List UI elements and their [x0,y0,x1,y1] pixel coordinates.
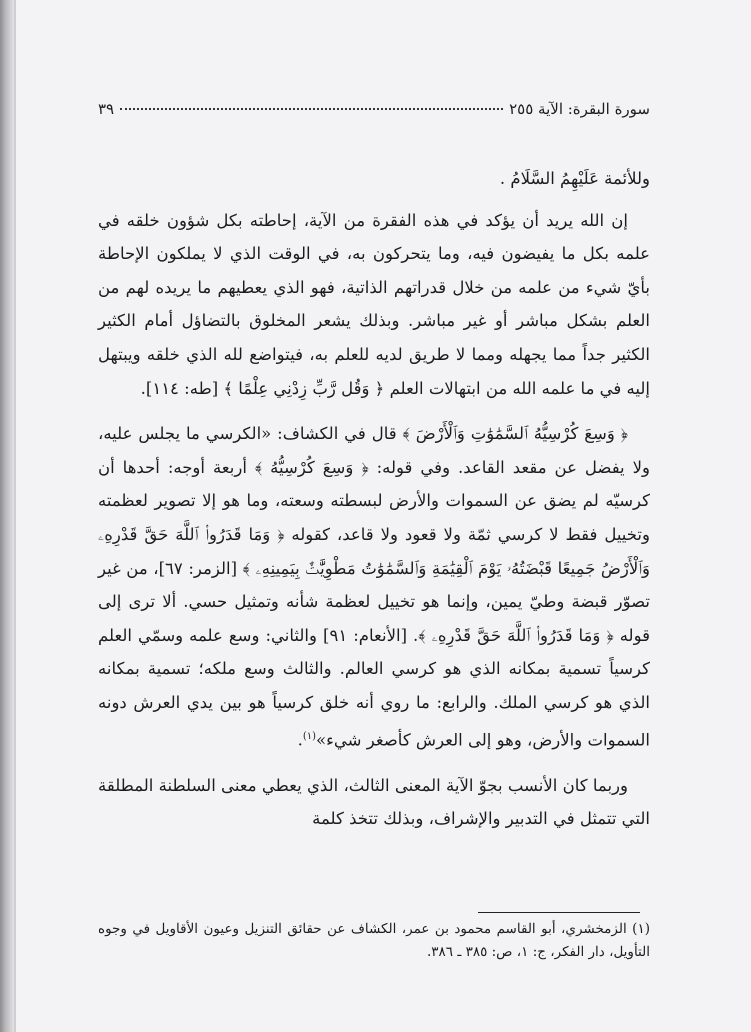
paragraph-continuation: وللأئمة عَلَيْهِمُ السَّلَامُ . [499,169,650,188]
running-header [98,100,650,118]
paragraph-2-end: . [297,730,303,749]
paragraph-3: وربما كان الأنسب بجوّ الآية المعنى الثالث، الذي يعطي معنى السلطنة المطلقة التي تتمثل في التدبير والإشراف، وبذلك تتخذ كلمة [98,775,650,829]
leader-dots [120,108,503,110]
paragraph-2 [98,417,650,756]
footnote-reference[interactable]: (١) [302,730,317,742]
footnote: (١) الزمخشري، أبو القاسم محمود بن عمر، الكشاف عن حقائق التنزيل وعيون الأقاويل في وجوه التأويل، دار الفكر، ج: ١، ص: ٣٨٥ ـ ٣٨٦. [98,921,650,960]
paragraph-2-text: ﴿ وَسِعَ كُرْسِيُّهُ ٱلسَّمَٰوَٰتِ وَٱلْأَرْضَ ﴾ قال في الكشاف: «الكرسي ما يجلس عليه، ولا يفضل عن مقعد القاعد. وفي قوله: ﴿ وَسِعَ كُرْسِيُّهُ ﴾ أربعة أوجه: أحدها أن كرسيّه لم يضق عن السموات والأرض لبسطته وسعته، وما هو إلا تصوير لعظمته وتخييل فقط لا كرسي ثمّة ولا قعود ولا قاعد، كقوله ﴿ وَمَا قَدَرُوا۟ ٱللَّهَ حَقَّ قَدْرِهِۦ وَٱلْأَرْضُ جَمِيعًا قَبْضَتُهُۥ يَوْمَ ٱلْقِيَٰمَةِ وَٱلسَّمَٰوَٰتُ مَطْوِيَّٰتٌۢ بِيَمِينِهِۦ ﴾ [الزمر: ٦٧]، من غير تصوّر قبضة وطيّ يمين، وإنما هو تخييل لعظمة شأنه وتمثيل حسي. ألا ترى إلى قوله ﴿ وَمَا قَدَرُوا۟ ٱللَّهَ حَقَّ قَدْرِهِۦ ﴾. [الأنعام: ٩١] والثاني: وسع علمه وسمّي العلم كرسياً تسمية بمكانه الذي هو كرسي العالم. والثالث وسع ملكه؛ تسمية بمكانه الذي هو كرسي الملك. والرابع: ما روي أنه خلق كرسياً هو بين يدي العرش دونه السموات والأرض، وهو إلى العرش كأصغر شيء» [98,424,650,749]
chapter-title: سورة البقرة: الآية ٢٥٥ [509,100,650,118]
paragraph-1: إن الله يريد أن يؤكد في هذه الفقرة من الآية، إحاطته بكل شؤون خلقه في علمه بكل ما يفيضون فيه، وما يتحركون به، في الوقت الذي لا يملكون الإحاطة بأيّ شيء من علمه من خلال قدراتهم الذاتية، فهو الذي يعطيهم ما يريده لهم من العلم بشكل مباشر أو غير مباشر. وبذلك يشعر المخلوق بالتضاؤل أمام الكثير الكثير جداً مما يجهله ومما لا طريق لديه للعلم به، فيتواضع لله الذي خلقه ويبتهل إليه في ما علمه الله من ابتهالات العلم ﴿ وَقُل رَّبِّ زِدْنِي عِلْمًا ﴾ [طه: ١١٤]. [98,210,650,398]
book-binding-shadow [0,0,14,1032]
page-content [98,100,650,848]
page-gutter [14,0,16,1032]
page-number: ٣٩ [98,100,115,118]
footnote-divider [478,912,640,913]
